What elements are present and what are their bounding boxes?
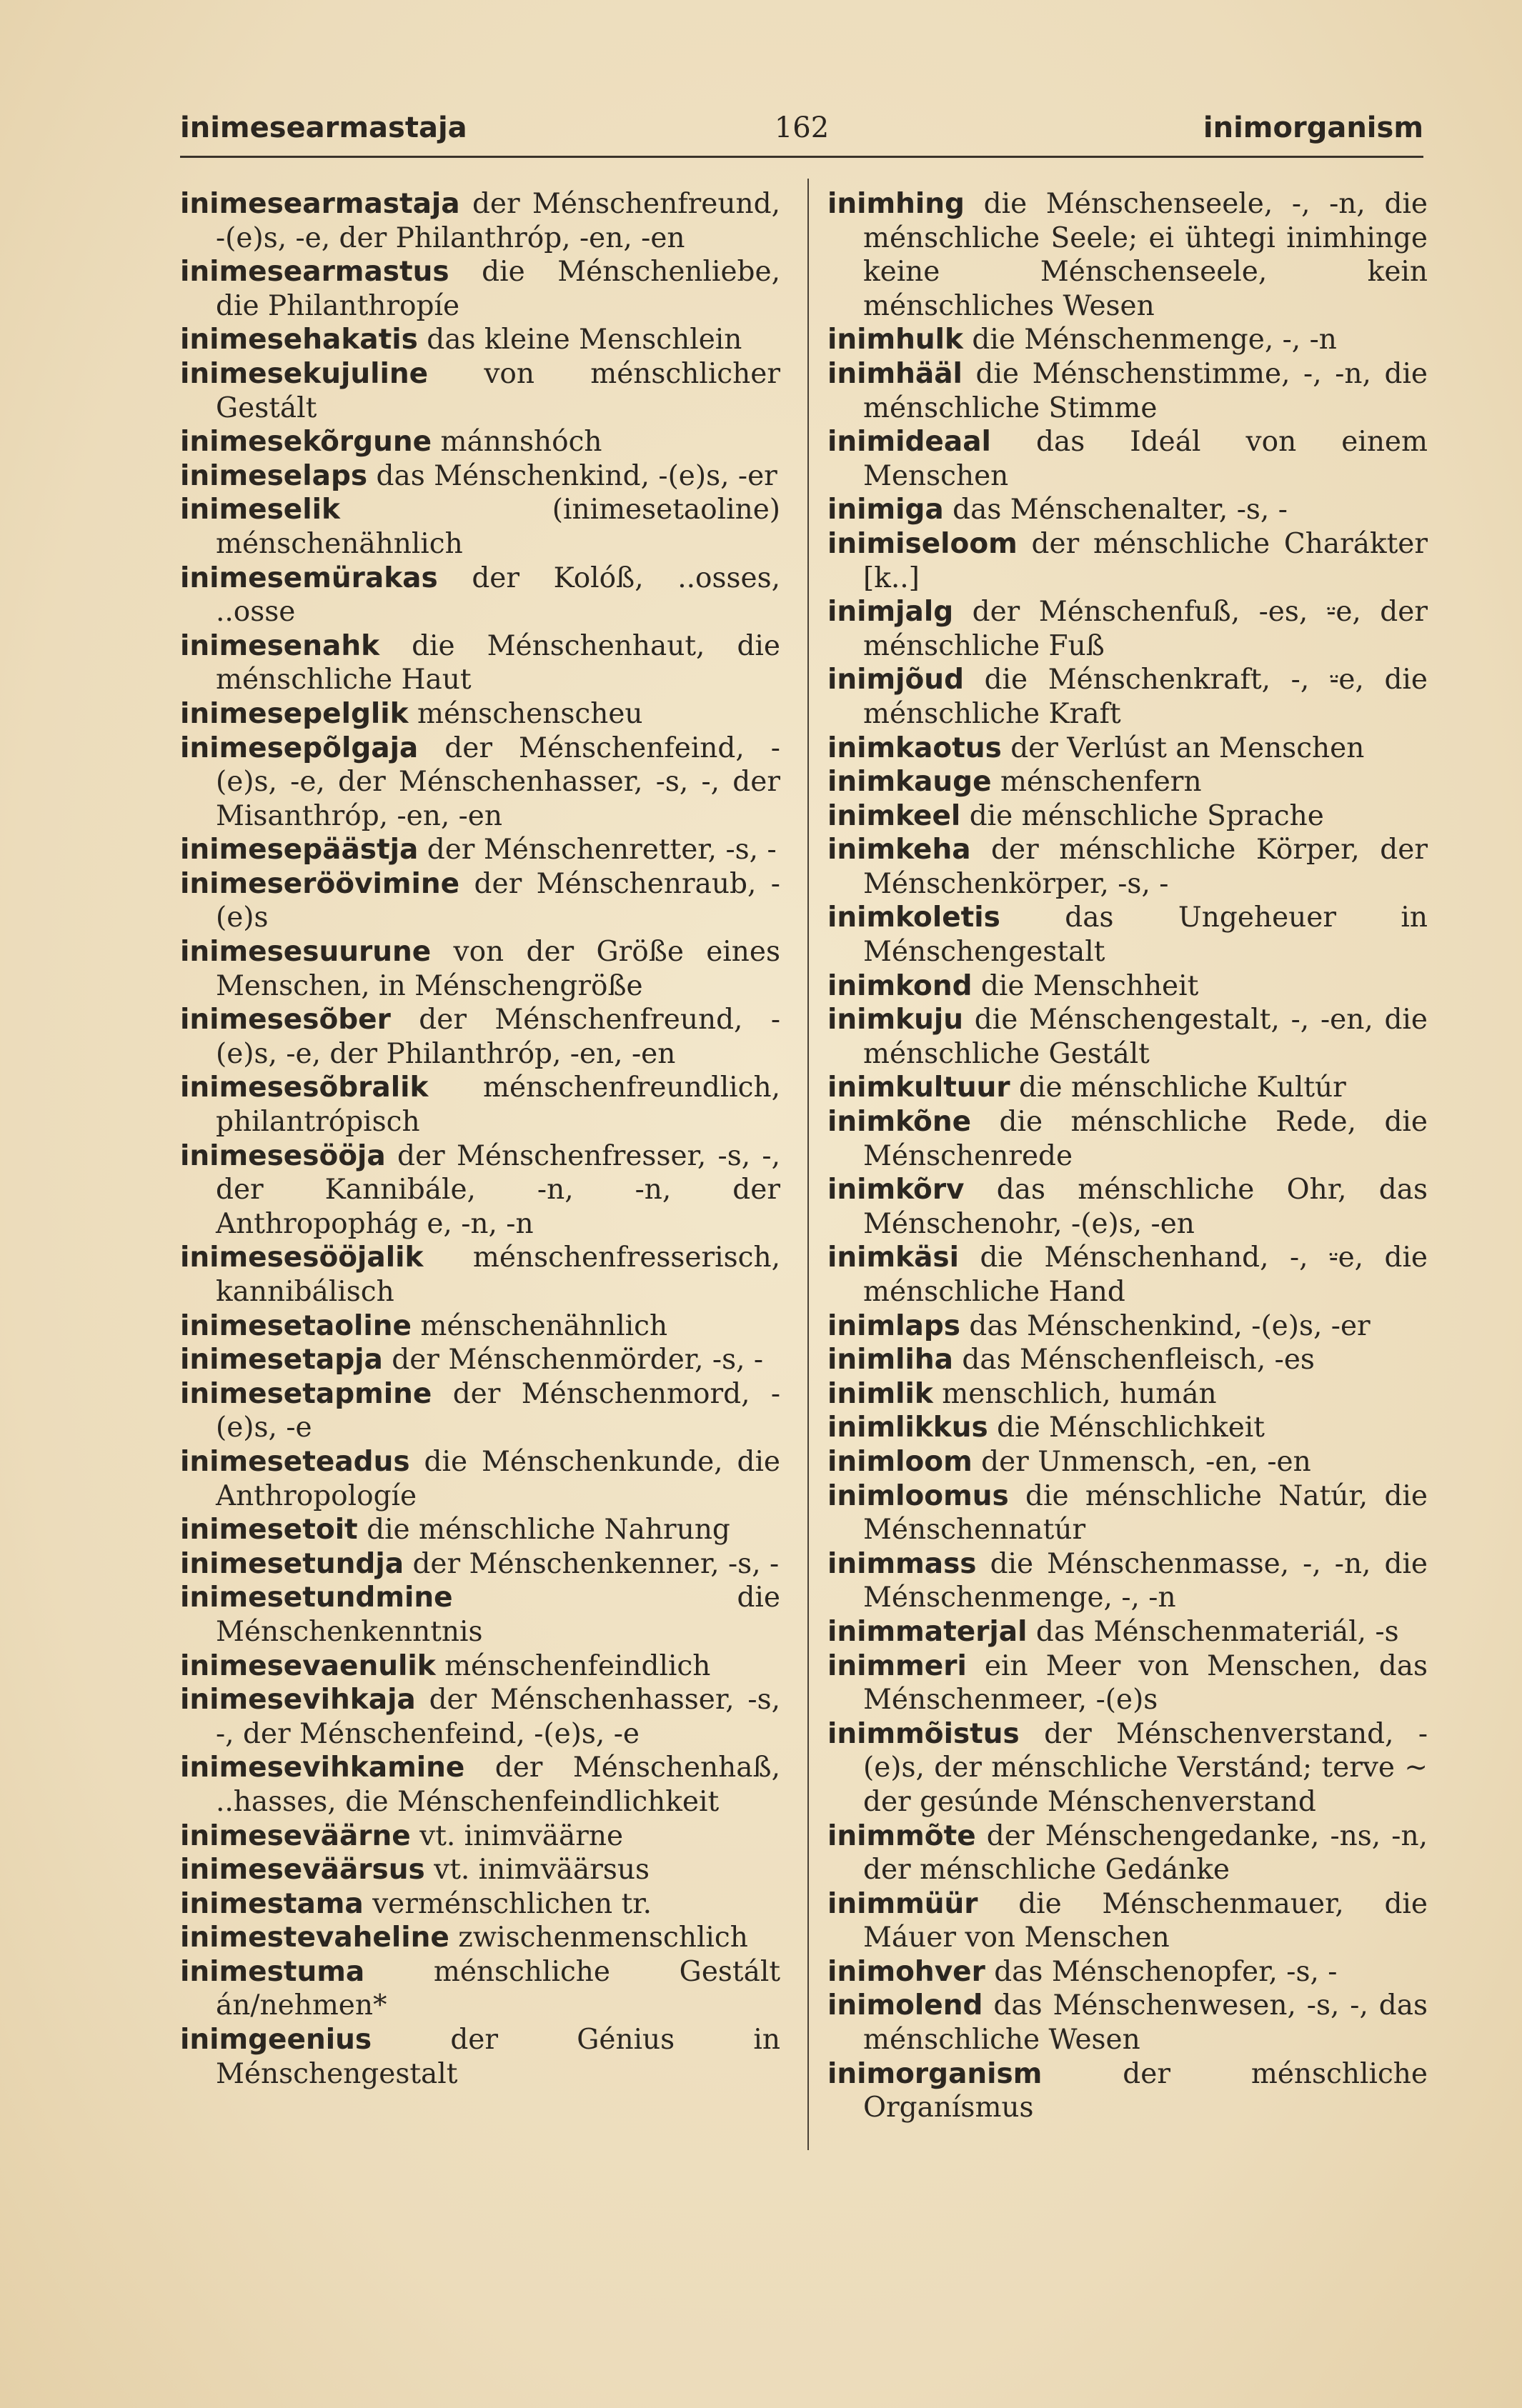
entry-headword: inimjõud (827, 664, 964, 696)
dictionary-entry (180, 1887, 780, 1922)
entry-translation: die ménschliche Rede, die Ménschenrede (863, 1106, 1428, 1172)
entry-headword: inimhulk (827, 324, 963, 356)
dictionary-entry (180, 697, 780, 731)
entry-headword: inimesesööjalik (180, 1242, 424, 1274)
entry-headword: inimkõrv (827, 1174, 965, 1207)
entry-translation: das Ménschenalter, -s, - (953, 494, 1288, 526)
dictionary-entry (827, 969, 1428, 1004)
entry-headword: inimkond (827, 969, 973, 1002)
dictionary-entry (827, 323, 1428, 357)
entry-headword: inimesearmastaja (180, 188, 460, 220)
dictionary-entry (827, 1071, 1428, 1105)
entry-translation: mánnshóch (440, 426, 602, 459)
dictionary-entry (180, 357, 780, 425)
dictionary-entry (827, 1003, 1428, 1071)
dictionary-entry (180, 731, 780, 834)
dictionary-entry (827, 1649, 1428, 1717)
left-column (180, 187, 780, 2091)
entry-headword: inimesevihkamine (180, 1752, 465, 1784)
entry-headword: inimesepõlgaja (180, 731, 419, 764)
entry-headword: inimesetundja (180, 1547, 404, 1580)
entry-headword: inimmüür (827, 1887, 978, 1920)
entry-headword: inimkõne (827, 1106, 972, 1139)
dictionary-entry (180, 2023, 780, 2091)
entry-headword: inimiseloom (827, 527, 1018, 560)
entry-translation: die Ménschenstimme, -, -n, die ménschliche Stimme (863, 357, 1428, 424)
entry-translation: die ménschliche Nahrung (367, 1514, 730, 1547)
entry-headword: inimkaotus (827, 731, 1002, 764)
entry-translation: der Génius in Ménschengestalt (216, 2024, 780, 2090)
entry-translation: das Ungeheuer in Ménschengestalt (863, 901, 1428, 969)
dictionary-entry (180, 867, 780, 935)
entry-translation: verménschlichen tr. (372, 1887, 652, 1920)
dictionary-entry (827, 1479, 1428, 1547)
dictionary-entry (180, 459, 780, 494)
dictionary-entry (180, 1819, 780, 1854)
entry-headword: inimkuju (827, 1004, 963, 1036)
entry-headword: inimesehakatis (180, 324, 418, 356)
entry-headword: inimmass (827, 1547, 977, 1580)
entry-headword: inimesetundmine (180, 1582, 453, 1614)
entry-translation: der Ménschenmord, -(e)s, -e (216, 1377, 780, 1444)
dictionary-entry (827, 663, 1428, 731)
entry-headword: inimestevaheline (180, 1922, 449, 1954)
dictionary-entry (180, 1751, 780, 1819)
entry-headword: inimloom (827, 1445, 973, 1478)
dictionary-entry (827, 901, 1428, 969)
entry-headword: inimjalg (827, 596, 954, 629)
entry-headword: inimesesõbralik (180, 1071, 429, 1104)
entry-translation: der ménschliche Körper, der Ménschenkörper, -s, - (863, 834, 1428, 900)
entry-translation: der Ménschenhasser, -s, -, der Ménschenfeind, -(e)s, -e (216, 1684, 780, 1750)
dictionary-entry (180, 1649, 780, 1684)
entry-headword: inimesevihkaja (180, 1684, 416, 1717)
entry-headword: inimesenahk (180, 629, 380, 662)
dictionary-entry (180, 1071, 780, 1139)
right-column (827, 187, 1428, 2125)
entry-headword: inimesesööja (180, 1139, 386, 1172)
dictionary-entry (827, 1105, 1428, 1173)
entry-translation: das Ménschenkind, -(e)s, -er (969, 1309, 1371, 1342)
entry-headword: inimesetoit (180, 1514, 358, 1547)
dictionary-entry (827, 1887, 1428, 1955)
entry-translation: die Ménschenkraft, -, ⸚e, die ménschliche Kraft (863, 664, 1428, 730)
dictionary-entry (180, 1581, 780, 1649)
entry-translation: der Verlúst an Menschen (1010, 731, 1365, 764)
entry-headword: inimesesõber (180, 1004, 391, 1036)
dictionary-entry (180, 187, 780, 255)
dictionary-entry (827, 1343, 1428, 1377)
dictionary-entry (180, 629, 780, 697)
dictionary-entry (827, 1989, 1428, 2057)
entry-headword: inimesetaoline (180, 1309, 412, 1342)
entry-translation: der Ménschenfresser, -s, -, der Kannibále, -n, -n, der Anthropophág e, -n, -n (216, 1139, 780, 1240)
column-divider (807, 179, 809, 2150)
entry-translation: die Ménschenhand, -, ⸚e, die ménschliche Hand (863, 1242, 1428, 1308)
dictionary-entry (827, 2057, 1428, 2125)
entry-headword: inimeselaps (180, 459, 368, 492)
page-number: 162 (774, 111, 830, 144)
entry-translation: der Ménschenretter, -s, - (427, 834, 777, 866)
dictionary-entry (180, 1921, 780, 1955)
entry-headword: inimesetapmine (180, 1377, 432, 1410)
entry-translation: der Ménschenfeind, -(e)s, -e, der Ménschenhasser, -s, -, der Misanthróp, -en, -en (216, 731, 780, 832)
entry-translation: vt. inimväärne (419, 1819, 624, 1852)
dictionary-entry (827, 1819, 1428, 1887)
entry-translation: der Ménschenfreund, -(e)s, -e, der Philanthróp, -en, -en (216, 188, 780, 254)
entry-translation: ménschenfeindlich (444, 1649, 711, 1682)
entry-headword: inimohver (827, 1955, 985, 1988)
entry-headword: inimgeenius (180, 2024, 372, 2057)
dictionary-entry (180, 1853, 780, 1887)
entry-translation: die Ménschenseele, -, -n, die ménschliche Seele; ei ühtegi inimhinge keine Ménschenseele, kein ménschliches Wesen (863, 188, 1428, 322)
entry-headword: inimlikkus (827, 1412, 988, 1444)
entry-translation: die Ménschenmasse, -, -n, die Ménschenmenge, -, -n (863, 1547, 1428, 1614)
entry-headword: inimeseväärne (180, 1819, 411, 1852)
entry-headword: inimeseteadus (180, 1445, 410, 1478)
dictionary-entry (827, 1173, 1428, 1241)
dictionary-entry (827, 1241, 1428, 1309)
entry-headword: inimideaal (827, 426, 991, 459)
entry-translation: die Ménschenliebe, die Philanthropíe (216, 256, 780, 322)
dictionary-entry (827, 595, 1428, 663)
entry-translation: der Ménschenraub, -(e)s (216, 867, 780, 934)
entry-headword: inimlik (827, 1377, 933, 1410)
dictionary-entry (827, 1411, 1428, 1445)
entry-translation: die Ménschenkenntnis (216, 1582, 780, 1648)
entry-translation: der ménschliche Charákter [k..] (863, 527, 1428, 594)
dictionary-entry (180, 1445, 780, 1513)
entry-headword: inimesevaenulik (180, 1649, 436, 1682)
dictionary-entry (827, 1445, 1428, 1479)
entry-headword: inimhääl (827, 357, 963, 390)
entry-headword: inimesesuurune (180, 936, 432, 969)
entry-headword: inimloomus (827, 1479, 1009, 1512)
entry-headword: inimhing (827, 188, 965, 220)
dictionary-entry (827, 425, 1428, 493)
entry-translation: die Ménschenmenge, -, -n (972, 324, 1337, 356)
dictionary-entry (180, 1241, 780, 1309)
entry-translation: ménschenfreundlich, philantrópisch (216, 1071, 780, 1139)
entry-translation: die Ménschenhaut, die ménschliche Haut (216, 629, 780, 696)
entry-headword: inimkeel (827, 799, 961, 832)
entry-headword: inimesetapja (180, 1344, 383, 1377)
entry-headword: inimkauge (827, 766, 992, 799)
entry-headword: inimeseväärsus (180, 1854, 425, 1887)
dictionary-entry (827, 493, 1428, 527)
entry-translation: das ménschliche Ohr, das Ménschenohr, -(e)s, -en (863, 1174, 1428, 1240)
entry-translation: die ménschliche Natúr, die Ménschennatúr (863, 1479, 1428, 1547)
entry-headword: inimmeri (827, 1649, 967, 1682)
entry-headword: inimorganism (827, 2057, 1043, 2090)
entry-translation: der Ménschenfreund, -(e)s, -e, der Philanthróp, -en, -en (216, 1004, 780, 1070)
dictionary-entry (180, 1513, 780, 1547)
entry-translation: das Ideál von einem Menschen (863, 426, 1428, 492)
entry-translation: ménschenähnlich (420, 1309, 668, 1342)
dictionary-entry (180, 833, 780, 867)
dictionary-entry (827, 1547, 1428, 1615)
entry-translation: das Ménschenmateriál, -s (1035, 1615, 1399, 1648)
entry-headword: inimkoletis (827, 901, 1000, 934)
entry-translation: das Ménschenfleisch, -es (962, 1344, 1315, 1377)
entry-translation: menschlich, humán (942, 1377, 1217, 1410)
entry-translation: ménschenfresserisch, kannibálisch (216, 1242, 780, 1308)
dictionary-entry (180, 1003, 780, 1071)
dictionary-entry (180, 935, 780, 1003)
entry-translation: ménschenfern (1000, 766, 1202, 799)
entry-translation: (inimesetaoline) ménschenähnlich (216, 494, 780, 560)
dictionary-entry (827, 1717, 1428, 1819)
entry-translation: das Ménschenkind, -(e)s, -er (376, 459, 777, 492)
dictionary-entry (827, 1615, 1428, 1649)
entry-translation: ménschenscheu (417, 697, 643, 730)
entry-translation: das Ménschenopfer, -s, - (994, 1955, 1338, 1988)
entry-headword: inimmaterjal (827, 1615, 1028, 1648)
dictionary-entry (180, 425, 780, 459)
entry-headword: inimkeha (827, 834, 971, 866)
entry-translation: der Ménschengedanke, -ns, -n, der ménschliche Gedánke (863, 1819, 1428, 1887)
dictionary-entry (180, 1547, 780, 1582)
entry-headword: inimesepäästja (180, 834, 419, 866)
dictionary-entry (827, 765, 1428, 799)
entry-headword: inimesearmastus (180, 256, 449, 289)
entry-translation: das Ménschenwesen, -s, -, das ménschliche Wesen (863, 1989, 1428, 2057)
entry-translation: ein Meer von Menschen, das Ménschenmeer, -(e)s (863, 1649, 1428, 1717)
dictionary-entry (827, 1377, 1428, 1412)
dictionary-entry (180, 1377, 780, 1445)
entry-translation: das kleine Menschlein (427, 324, 742, 356)
dictionary-entry (827, 833, 1428, 901)
dictionary-entry (180, 1955, 780, 2023)
header-left-guide-word: inimesearmastaja (180, 111, 467, 144)
entry-headword: inimesepelglik (180, 697, 409, 730)
entry-translation: zwischenmenschlich (458, 1922, 748, 1954)
entry-translation: die Ménschengestalt, -, -en, die ménschliche Gestált (863, 1004, 1428, 1070)
entry-translation: der Ménschenhaß, ..hasses, die Ménschenfeindlichkeit (216, 1752, 780, 1818)
page-header (180, 107, 1423, 159)
dictionary-entry (180, 561, 780, 629)
dictionary-entry (827, 1309, 1428, 1344)
entry-headword: inimesekõrgune (180, 426, 432, 459)
entry-headword: inimiga (827, 494, 944, 526)
entry-headword: inimeselik (180, 494, 340, 526)
entry-headword: inimlaps (827, 1309, 960, 1342)
entry-translation: der Unmensch, -en, -en (981, 1445, 1311, 1478)
dictionary-entry (180, 1683, 780, 1751)
dictionary-entry (827, 527, 1428, 595)
entry-headword: inimkäsi (827, 1242, 959, 1274)
entry-headword: inimestama (180, 1887, 364, 1920)
dictionary-entry (180, 255, 780, 323)
dictionary-entry (180, 493, 780, 561)
entry-translation: von der Größe eines Menschen, in Ménschengröße (216, 936, 780, 1002)
dictionary-entry (827, 357, 1428, 425)
dictionary-entry (827, 731, 1428, 766)
dictionary-entry (180, 323, 780, 357)
entry-headword: inimestuma (180, 1955, 365, 1988)
entry-translation: die Menschheit (980, 969, 1199, 1002)
header-right-guide-word: inimorganism (1203, 111, 1423, 144)
entry-headword: inimeseröövimine (180, 867, 460, 900)
dictionary-entry (827, 799, 1428, 834)
header-rule (180, 156, 1423, 158)
dictionary-entry (827, 187, 1428, 323)
dictionary-entry (180, 1139, 780, 1242)
dictionary-entry (180, 1343, 780, 1377)
entry-translation: die Ménschenkunde, die Anthropologíe (216, 1445, 780, 1512)
entry-headword: inimmõistus (827, 1717, 1020, 1750)
entry-translation: der Ménschenfuß, -es, ⸚e, der ménschliche Fuß (863, 596, 1428, 662)
entry-headword: inimkultuur (827, 1071, 1010, 1104)
entry-headword: inimmõte (827, 1819, 976, 1852)
entry-translation: vt. inimväärsus (434, 1854, 650, 1887)
dictionary-entry (827, 1955, 1428, 1989)
entry-translation: die ménschliche Kultúr (1019, 1071, 1346, 1104)
entry-translation: der Ménschenverstand, -(e)s, der ménschliche Verstánd; terve ~ der gesúnde Ménschenverstand (863, 1717, 1428, 1818)
entry-translation: der Ménschenmörder, -s, - (392, 1344, 764, 1377)
entry-translation: der Ménschenkenner, -s, - (412, 1547, 780, 1580)
dictionary-entry (180, 1309, 780, 1344)
entry-translation: die Ménschenmauer, die Máuer von Menschen (863, 1887, 1428, 1954)
entry-translation: der Kolóß, ..osses, ..osse (216, 561, 780, 629)
entry-translation: ménschliche Gestált án/nehmen* (216, 1955, 780, 2022)
entry-headword: inimliha (827, 1344, 953, 1377)
entry-translation: der ménschliche Organísmus (863, 2057, 1428, 2124)
entry-translation: von ménschlicher Gestált (216, 357, 780, 424)
entry-headword: inimesemürakas (180, 561, 438, 594)
entry-headword: inimolend (827, 1989, 983, 2022)
entry-translation: die Ménschlichkeit (997, 1412, 1265, 1444)
entry-headword: inimesekujuline (180, 357, 429, 390)
entry-translation: die ménschliche Sprache (969, 799, 1324, 832)
